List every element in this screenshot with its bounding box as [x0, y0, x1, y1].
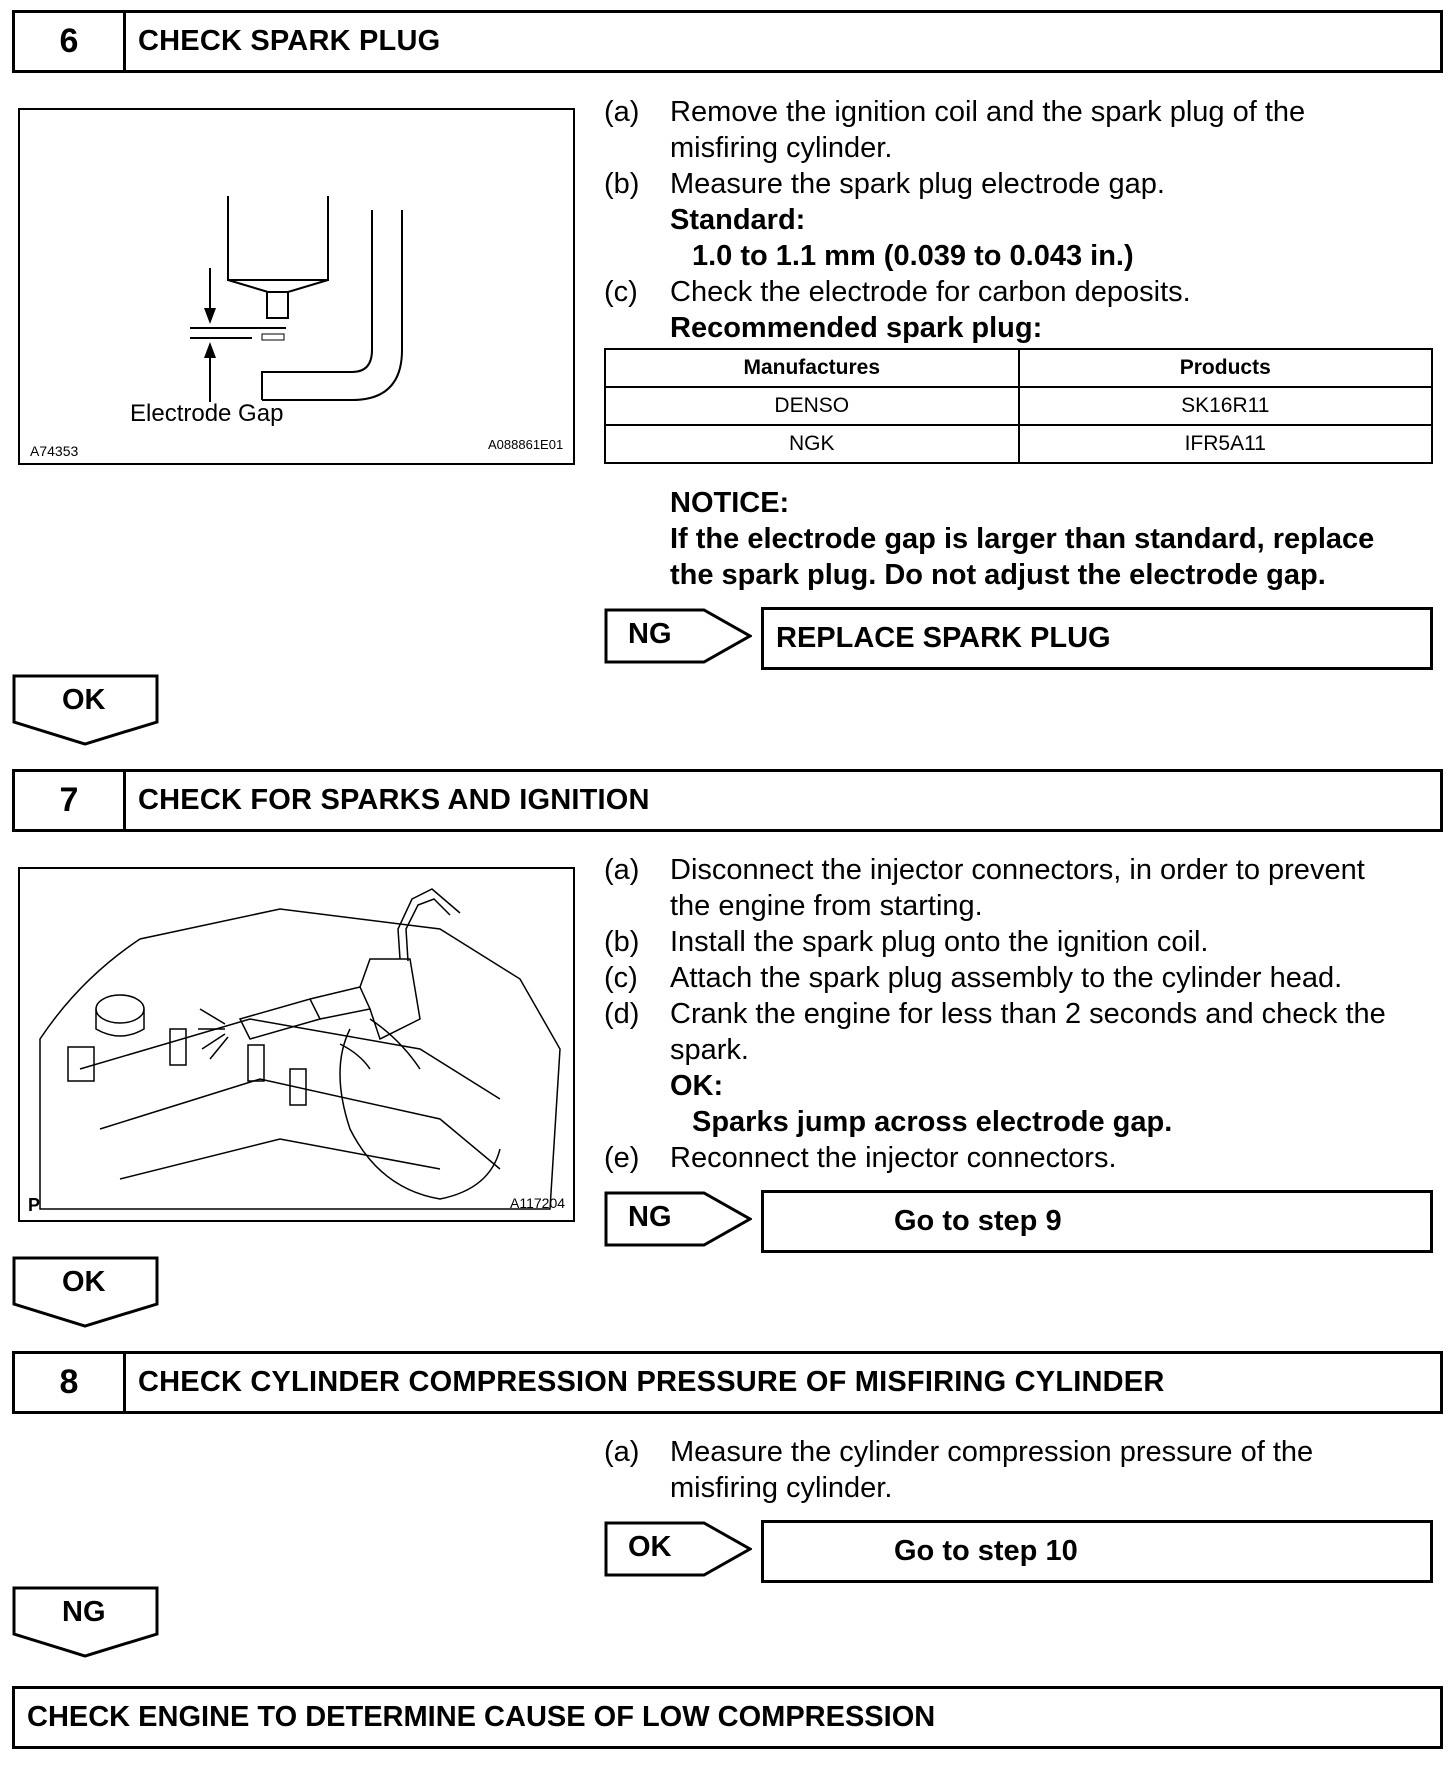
step-6-ng-arrow[interactable]	[604, 608, 752, 664]
notice-line: the spark plug. Do not adjust the electrode gap.	[670, 559, 1326, 591]
item-label: (b)	[604, 926, 640, 958]
right-arrow-tag-icon	[604, 1191, 752, 1247]
table-cell: SK16R11	[1019, 387, 1433, 425]
item-text: misfiring cylinder.	[670, 1472, 893, 1504]
table-cell: DENSO	[605, 387, 1019, 425]
step-7-item-b	[604, 924, 1434, 960]
item-text: Disconnect the injector connectors, in order to prevent	[670, 854, 1365, 886]
spark-plug-table	[604, 348, 1433, 464]
ok-label: OK	[628, 1531, 672, 1563]
result-action: Go to step 9	[894, 1205, 1062, 1237]
step-7-item-a	[604, 852, 1434, 924]
table-cell: NGK	[605, 425, 1019, 463]
ok-label: OK	[62, 1266, 106, 1298]
step-8-number: 8	[15, 1354, 126, 1411]
final-action-title: CHECK ENGINE TO DETERMINE CAUSE OF LOW COMPRESSION	[27, 1701, 936, 1733]
item-text: Reconnect the injector connectors.	[670, 1142, 1117, 1174]
step-7-header	[12, 769, 1443, 832]
table-row	[605, 425, 1432, 463]
item-text: Check the electrode for carbon deposits.	[670, 276, 1191, 308]
notice-text	[670, 521, 1430, 593]
item-label: (d)	[604, 998, 640, 1030]
notice-label: NOTICE:	[670, 487, 790, 519]
ng-label: NG	[628, 618, 672, 650]
step-8-header	[12, 1351, 1443, 1414]
step-6-ok-arrow[interactable]	[12, 674, 159, 746]
item-text: Measure the spark plug electrode gap.	[670, 168, 1165, 200]
replace-spark-plug-box	[761, 607, 1433, 670]
figure-code: A117204	[510, 1195, 566, 1211]
recommended-spark-plug-label: Recommended spark plug:	[670, 312, 1043, 344]
step-6-item-b	[604, 166, 1424, 202]
figure-code-left: A74353	[30, 443, 79, 459]
table-row	[605, 387, 1432, 425]
step-8-ok-arrow[interactable]	[604, 1521, 752, 1577]
right-arrow-tag-icon	[604, 608, 752, 664]
spark-plug-electrode-illustration	[20, 110, 573, 463]
item-label: (b)	[604, 168, 640, 200]
go-to-step-9-box[interactable]	[761, 1190, 1433, 1253]
item-label: (e)	[604, 1142, 640, 1174]
step-8-item-a	[604, 1434, 1434, 1506]
step-7-ng-arrow[interactable]	[604, 1191, 752, 1247]
item-text: Crank the engine for less than 2 seconds and check the	[670, 998, 1386, 1030]
result-action: REPLACE SPARK PLUG	[776, 622, 1111, 654]
spark-test-figure	[18, 867, 575, 1222]
step-7-item-e	[604, 1140, 1434, 1176]
standard-value: 1.0 to 1.1 mm (0.039 to 0.043 in.)	[692, 240, 1134, 272]
step-7-item-d	[604, 996, 1434, 1068]
item-text: Measure the cylinder compression pressure of the	[670, 1436, 1314, 1468]
item-label: (a)	[604, 96, 640, 128]
item-text: spark.	[670, 1034, 749, 1066]
engine-spark-test-illustration	[20, 869, 573, 1220]
step-6-header	[12, 10, 1443, 73]
right-arrow-tag-icon	[604, 1521, 752, 1577]
table-header-row	[605, 349, 1432, 387]
ng-label: NG	[62, 1596, 106, 1628]
step-8-title: CHECK CYLINDER COMPRESSION PRESSURE OF MISFIRING CYLINDER	[138, 1366, 1165, 1398]
step-7-number: 7	[15, 772, 126, 829]
result-action: Go to step 10	[894, 1535, 1078, 1567]
item-text: the engine from starting.	[670, 890, 983, 922]
ng-label: NG	[628, 1201, 672, 1233]
standard-label: Standard:	[670, 204, 806, 236]
item-text: misfiring cylinder.	[670, 132, 893, 164]
table-header: Products	[1019, 349, 1433, 387]
ok-label: OK	[62, 684, 106, 716]
final-action-box	[12, 1686, 1443, 1749]
item-label: (c)	[604, 962, 638, 994]
go-to-step-10-box[interactable]	[761, 1520, 1433, 1583]
step-6-item-a	[604, 94, 1424, 166]
step-7-title: CHECK FOR SPARKS AND IGNITION	[138, 784, 650, 816]
item-label: (a)	[604, 854, 640, 886]
electrode-gap-figure	[18, 108, 575, 465]
item-text: Remove the ignition coil and the spark plug of the	[670, 96, 1306, 128]
item-text: Attach the spark plug assembly to the cylinder head.	[670, 962, 1343, 994]
item-label: (a)	[604, 1436, 640, 1468]
step-8-ng-arrow[interactable]	[12, 1586, 159, 1658]
step-6-title: CHECK SPARK PLUG	[138, 25, 441, 57]
table-header: Manufactures	[605, 349, 1019, 387]
figure-corner-label: P	[28, 1195, 41, 1215]
ok-criteria-value: Sparks jump across electrode gap.	[692, 1106, 1173, 1138]
figure-code-right: A088861E01	[488, 437, 564, 452]
step-7-ok-arrow[interactable]	[12, 1256, 159, 1328]
step-6-number: 6	[15, 13, 126, 70]
electrode-gap-label: Electrode Gap	[130, 400, 284, 427]
item-text: Install the spark plug onto the ignition coil.	[670, 926, 1209, 958]
item-label: (c)	[604, 276, 638, 308]
ok-criteria-label: OK:	[670, 1070, 724, 1102]
step-6-item-c	[604, 274, 1424, 310]
notice-line: If the electrode gap is larger than standard, replace	[670, 523, 1375, 555]
table-cell: IFR5A11	[1019, 425, 1433, 463]
step-7-item-c	[604, 960, 1434, 996]
